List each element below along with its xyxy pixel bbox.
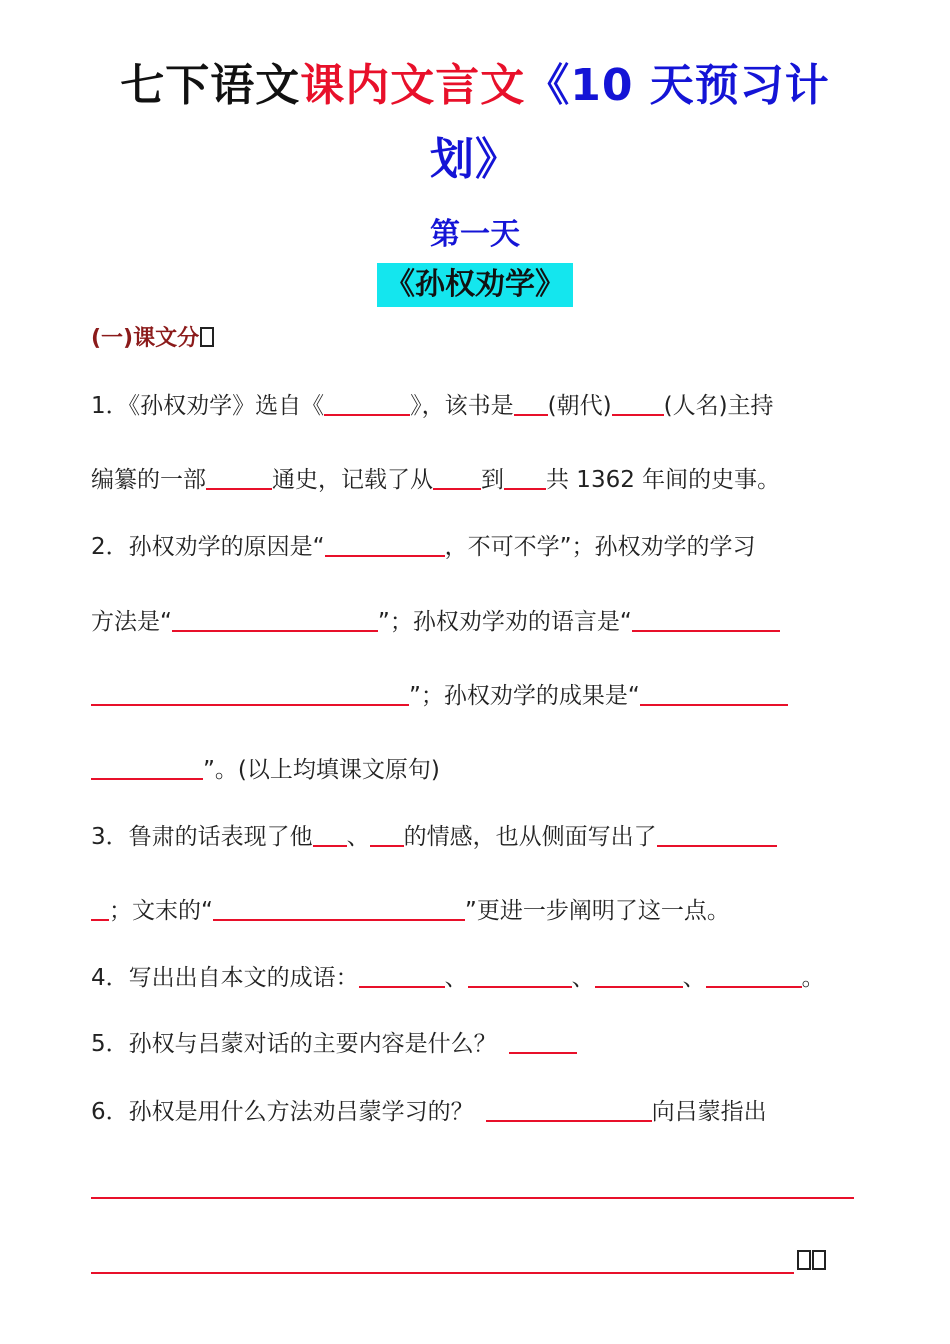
q3-blank-emotion-2[interactable] [370,819,404,847]
q4-text-a: 4．写出出自本文的成语： [91,965,359,991]
q1-text-g: 到 [481,467,504,493]
q4-blank-idiom-2[interactable] [468,960,572,988]
q2-blank-language-2[interactable] [91,678,409,706]
q6-text-b: 向吕蒙指出 [651,1099,767,1125]
page-title-line-1 [0,58,950,114]
q3-line-2 [91,893,730,928]
q3-blank-quote[interactable] [213,893,465,921]
q2-text-d: ”；孙权劝学劝的语言是“ [377,609,632,635]
q3-line-1 [91,819,777,854]
answer-line-2[interactable] [91,1272,794,1274]
q2-blank-result-2[interactable] [91,752,203,780]
q2-text-c: 方法是“ [91,609,172,635]
title-blue-part-2: 划》 [430,134,520,185]
q3-blank-side-2[interactable] [91,893,109,921]
q1-text-a: 1．《孙权劝学》选自《 [91,393,325,419]
q2-text-f: ”。(以上均填课文原句) [203,757,440,783]
q1-text-e: 编纂的一部 [91,467,206,493]
q2-blank-method[interactable] [172,604,378,632]
q1-blank-type[interactable] [206,462,272,490]
q1-text-f: 通史，记载了从 [272,467,433,493]
q1-line-2 [91,462,780,497]
title-blue-part: 《10 天预习计 [525,60,830,111]
q6-blank-method[interactable] [486,1094,652,1122]
q5-line [91,1026,577,1061]
q5-text-a: 5．孙权与吕蒙对话的主要内容是什么？ [91,1031,497,1057]
section-heading [91,322,214,356]
q3-blank-side-1[interactable] [657,819,777,847]
q1-blank-person[interactable] [612,388,664,416]
q4-blank-idiom-3[interactable] [595,960,683,988]
q5-blank-answer[interactable] [509,1026,577,1054]
q3-blank-emotion-1[interactable] [313,819,347,847]
q1-text-h: 共 1362 年间的史事。 [546,467,781,493]
q2-text-b: ，不可不学”；孙权劝学的学习 [444,534,756,560]
q1-line-1 [91,388,774,423]
q2-line-4 [91,752,440,787]
lesson-title: 《孙权劝学》 [377,263,573,307]
answer-line-1[interactable] [91,1197,854,1199]
q6-line [91,1094,767,1129]
q3-text-d: ；文末的“ [109,898,213,924]
q3-text-c: 的情感，也从侧面写出了 [403,824,657,850]
missing-glyph-box-icon [797,1250,811,1270]
q2-blank-result-1[interactable] [640,678,788,706]
missing-glyph-box-icon [200,327,214,347]
title-black-part: 七下语文 [120,60,301,111]
q1-text-c: (朝代) [547,393,612,419]
q4-blank-idiom-1[interactable] [359,960,445,988]
q4-sep-1: 、 [444,965,468,991]
q2-blank-reason[interactable] [325,529,445,557]
q1-blank-to[interactable] [504,462,546,490]
q4-line [91,960,825,995]
q2-text-e: ”；孙权劝学的成果是“ [409,683,640,709]
day-heading: 第一天 [430,217,520,252]
q6-text-a: 6．孙权是用什么方法劝吕蒙学习的？ [91,1099,474,1125]
q3-text-e: ”更进一步阐明了这一点。 [464,898,730,924]
missing-glyph-box-icon [812,1250,826,1270]
q2-blank-language-1[interactable] [632,604,780,632]
q1-text-b: 》，该书是 [410,393,514,419]
q2-line-3 [91,678,788,713]
q3-text-b: 、 [346,824,370,850]
q2-line-2 [91,604,780,639]
section-heading-text: (一)课文分 [91,326,200,351]
q1-blank-dynasty[interactable] [514,388,548,416]
q4-sep-2: 、 [571,965,595,991]
q1-blank-book[interactable] [324,388,410,416]
lesson-heading-wrap [0,263,950,307]
page-title-line-2 [0,132,950,188]
q4-end: 。 [801,965,825,991]
q1-blank-from[interactable] [433,462,481,490]
title-red-part: 课内文言文 [300,60,526,111]
q3-text-a: 3．鲁肃的话表现了他 [91,824,313,850]
missing-glyph-icons [796,1250,826,1272]
q2-text-a: 2．孙权劝学的原因是“ [91,534,325,560]
q1-text-d: (人名)主持 [663,393,774,419]
q4-sep-3: 、 [682,965,706,991]
q2-line-1 [91,529,755,564]
q4-blank-idiom-4[interactable] [706,960,802,988]
